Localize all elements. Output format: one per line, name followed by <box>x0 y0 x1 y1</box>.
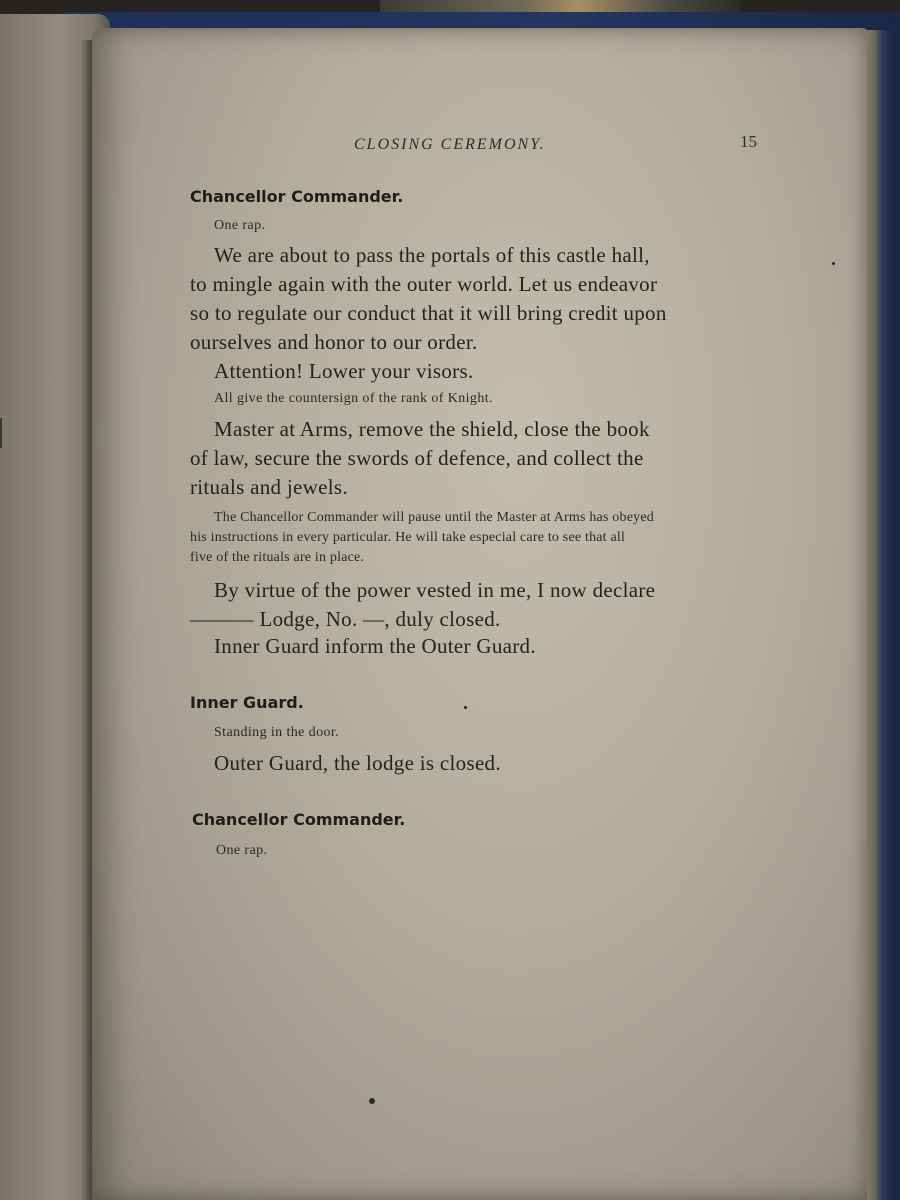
speech-line: We are about to pass the portals of this castle hall, <box>214 243 650 267</box>
page-number: 15 <box>740 132 757 151</box>
stage-direction: five of the rituals are in place. <box>190 550 365 565</box>
paper-speck <box>464 706 467 709</box>
book-page <box>92 28 867 1200</box>
speech-line: By virtue of the power vested in me, I now declare <box>214 578 656 602</box>
speech-line: to mingle again with the outer world. Let us endeavor <box>190 272 658 296</box>
speech-line: Master at Arms, remove the shield, close the book <box>214 417 650 441</box>
running-head: CLOSING CEREMONY. <box>354 136 546 153</box>
speech-line: rituals and jewels. <box>190 475 348 499</box>
speech-line: Attention! Lower your visors. <box>214 359 474 383</box>
stage-direction: One rap. <box>214 218 266 233</box>
speech-line: of law, secure the swords of defence, and collect the <box>190 446 644 470</box>
speech-line: Inner Guard inform the Outer Guard. <box>214 634 536 658</box>
speech-line: Outer Guard, the lodge is closed. <box>214 751 501 775</box>
speech-line: so to regulate our conduct that it will bring credit upon <box>190 301 667 325</box>
paper-speck <box>369 1098 375 1104</box>
speech-line: ourselves and honor to our order. <box>190 330 478 354</box>
stage-direction: Standing in the door. <box>214 725 340 740</box>
stage-direction: his instructions in every particular. He will take especial care to see that all <box>190 530 626 545</box>
stage-direction: One rap. <box>216 843 268 858</box>
left-page-mark <box>0 418 8 448</box>
speaker-inner-guard: Inner Guard. <box>190 693 304 712</box>
paper-speck <box>832 262 835 265</box>
stage-direction: All give the countersign of the rank of Knight. <box>214 391 493 406</box>
stage-direction: The Chancellor Commander will pause until the Master at Arms has obeyed <box>214 510 654 525</box>
speaker-chancellor-commander: Chancellor Commander. <box>190 187 404 206</box>
speech-line: ——— Lodge, No. —, duly closed. <box>190 607 501 631</box>
speaker-chancellor-commander: Chancellor Commander. <box>192 810 406 829</box>
